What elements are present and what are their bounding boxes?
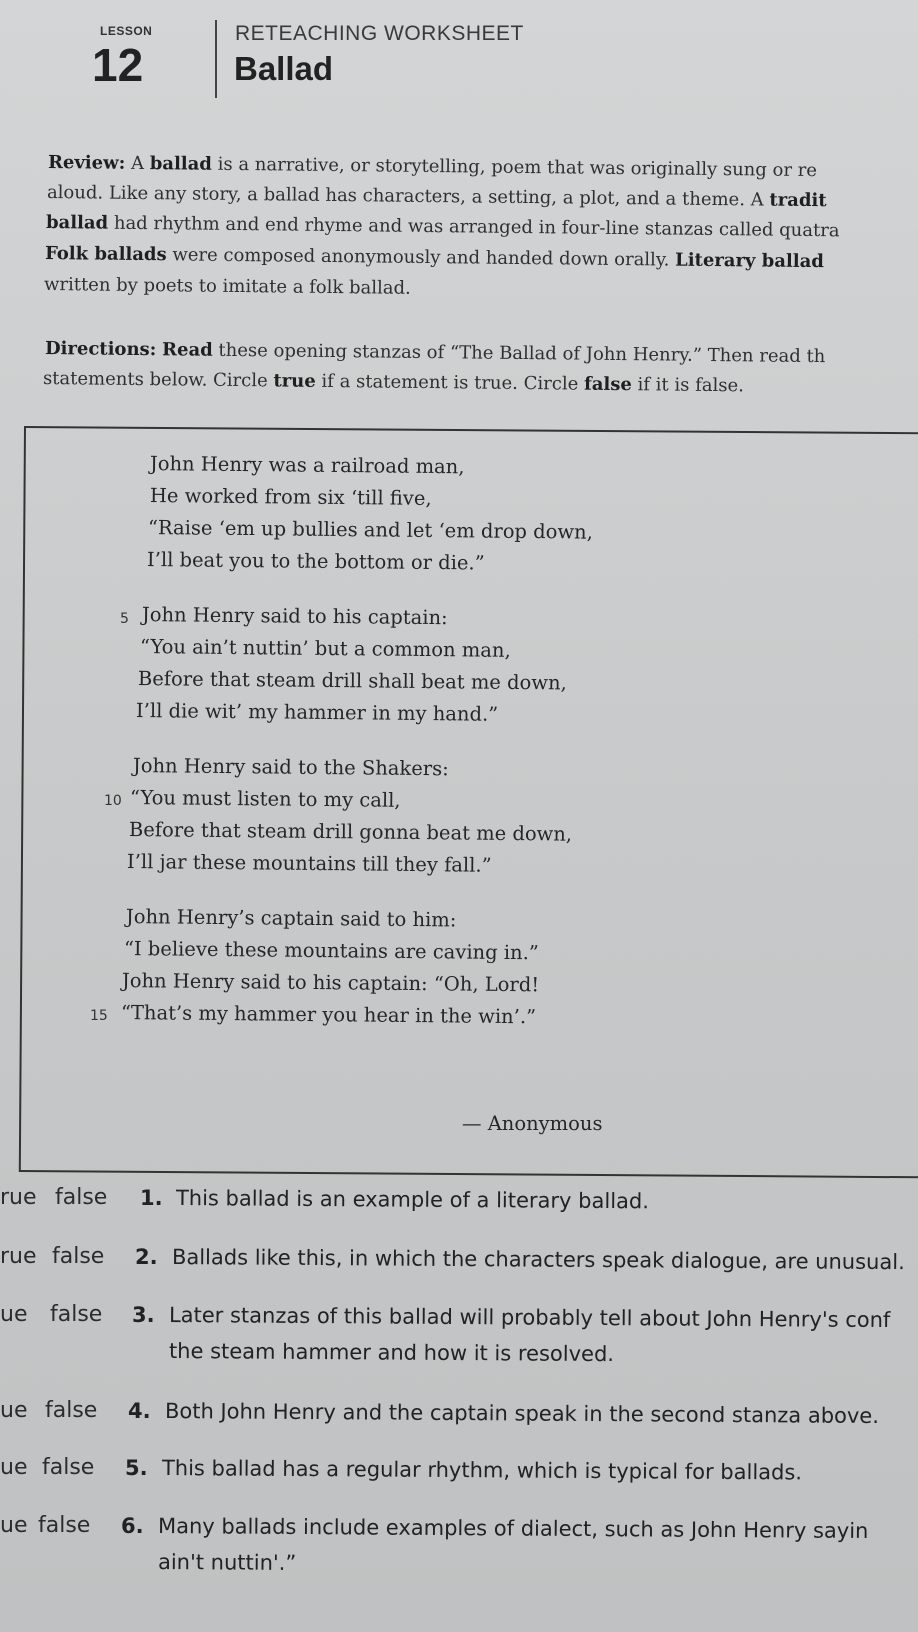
answer-false-option[interactable]: false xyxy=(45,1398,98,1423)
poem-line-number: 5 xyxy=(120,611,129,627)
answer-false-option[interactable]: false xyxy=(52,1244,105,1269)
poem-verse-line: John Henry said to his captain: “Oh, Lord! xyxy=(121,969,540,997)
question-number: 6. xyxy=(121,1514,144,1538)
worksheet-type: RETEACHING WORKSHEET xyxy=(235,22,524,45)
review-line xyxy=(45,243,824,272)
question-text: the steam hammer and how it is resolved. xyxy=(168,1339,615,1367)
question-text: Both John Henry and the captain speak in the second stanza above. xyxy=(164,1399,880,1428)
bold-term: tradit xyxy=(769,189,827,212)
bold-term: Folk ballads xyxy=(44,243,167,266)
bold-term: false xyxy=(583,373,632,396)
poem-verse-line: Before that steam drill shall beat me down, xyxy=(137,667,567,695)
text-run: if a statement is true. Circle xyxy=(315,370,585,395)
text-run: these opening stanzas of “The Ballad of John Henry.” Then read th xyxy=(212,339,826,368)
poem-verse-line: “I believe these mountains are caving in.” xyxy=(123,937,539,965)
answer-true-option[interactable]: ue xyxy=(0,1455,28,1480)
bold-term: Literary ballad xyxy=(674,249,825,273)
directions-line xyxy=(43,368,744,396)
poem-verse-line: I’ll beat you to the bottom or die.” xyxy=(146,548,485,575)
text-run: statements below. Circle xyxy=(42,368,274,392)
page-title: Ballad xyxy=(234,50,334,87)
poem-verse-line: John Henry’s captain said to him: xyxy=(125,905,457,932)
poem-verse-line: “That’s my hammer you hear in the win’.” xyxy=(120,1001,537,1029)
question-text: This ballad is an example of a literary ballad. xyxy=(175,1186,650,1214)
poem-attribution: — Anonymous xyxy=(462,1112,603,1135)
poem-verse-line: “You ain’t nuttin’ but a common man, xyxy=(139,635,511,662)
poem-line-number: 10 xyxy=(104,793,122,809)
poem-verse-line: John Henry said to his captain: xyxy=(141,603,448,630)
poem-verse-line: Before that steam drill gonna beat me down, xyxy=(128,818,573,846)
question-text: Ballads like this, in which the characters speak dialogue, are unusual. xyxy=(171,1245,905,1275)
poem-verse-line: John Henry was a railroad man, xyxy=(149,452,465,479)
answer-false-option[interactable]: false xyxy=(42,1455,95,1480)
review-line xyxy=(46,212,840,241)
poem-verse-line: “You must listen to my call, xyxy=(129,786,401,812)
text-run: had rhythm and end rhyme and was arranged in four-line stanzas called quatra xyxy=(108,212,840,242)
poem-verse-line: I’ll die wit’ my hammer in my hand.” xyxy=(135,699,499,726)
answer-true-option[interactable]: ue xyxy=(0,1398,28,1423)
poem-verse-line: I’ll jar these mountains till they fall.” xyxy=(126,850,492,877)
text-run: aloud. Like any story, a ballad has characters, a setting, a plot, and a theme. A xyxy=(46,182,770,211)
bold-term: Read xyxy=(161,339,213,361)
review-line xyxy=(48,152,817,181)
question-number: 3. xyxy=(132,1303,155,1327)
text-run: were composed anonymously and handed down orally. xyxy=(166,244,676,271)
text-run: written by poets to imitate a folk ballad. xyxy=(43,274,411,299)
directions-line xyxy=(45,338,826,367)
answer-true-option[interactable]: rue xyxy=(0,1185,37,1210)
text-run: A xyxy=(125,152,150,175)
bold-term: ballad xyxy=(149,153,213,175)
review-line xyxy=(44,274,411,299)
answer-false-option[interactable]: false xyxy=(50,1302,103,1327)
answer-false-option[interactable]: false xyxy=(38,1513,91,1538)
answer-true-option[interactable]: ue xyxy=(0,1302,28,1327)
header-divider xyxy=(215,20,217,98)
question-text: ain't nuttin'.” xyxy=(157,1550,297,1575)
question-number: 2. xyxy=(135,1245,158,1269)
bold-term: Directions: xyxy=(44,338,157,361)
answer-true-option[interactable]: ue xyxy=(0,1513,28,1538)
review-line xyxy=(47,182,827,211)
question-text: Later stanzas of this ballad will probably tell about John Henry's conf xyxy=(168,1303,891,1333)
lesson-number: 12 xyxy=(92,39,144,91)
bold-term: true xyxy=(273,370,316,392)
poem-verse-line: John Henry said to the Shakers: xyxy=(132,754,449,781)
question-text: This ballad has a regular rhythm, which is typical for ballads. xyxy=(161,1456,803,1485)
answer-false-option[interactable]: false xyxy=(55,1185,108,1210)
text-run: if it is false. xyxy=(631,374,745,397)
answer-true-option[interactable]: rue xyxy=(0,1244,37,1269)
question-number: 1. xyxy=(140,1186,163,1210)
question-text: Many ballads include examples of dialect, such as John Henry sayin xyxy=(157,1514,869,1543)
text-run: is a narrative, or storytelling, poem that was originally sung or re xyxy=(211,153,818,182)
bold-term: Review: xyxy=(47,152,126,174)
question-number: 4. xyxy=(128,1399,151,1423)
poem-verse-line: “Raise ‘em up bullies and let ‘em drop down, xyxy=(147,516,593,544)
poem-line-number: 15 xyxy=(90,1008,108,1024)
question-number: 5. xyxy=(125,1456,148,1480)
lesson-label: LESSON xyxy=(100,24,153,38)
poem-verse-line: He worked from six ‘till five, xyxy=(149,484,432,510)
bold-term: ballad xyxy=(45,212,109,234)
